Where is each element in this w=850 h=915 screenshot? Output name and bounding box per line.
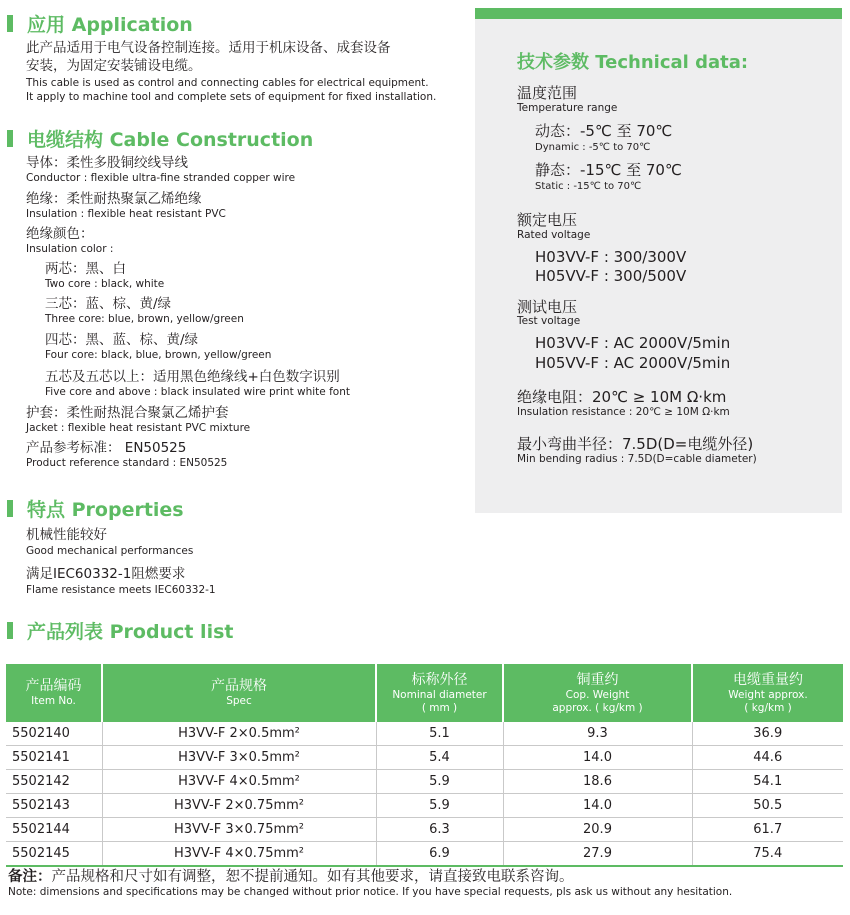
header-spec <box>102 664 376 722</box>
heading-bar <box>7 500 13 517</box>
header-en-unit: approx. ( kg/km ) <box>552 701 643 714</box>
note-cn-text: 产品规格和尺寸如有调整，恕不提前通知。如有其他要求，请直接致电联系咨询。 <box>51 869 574 885</box>
header-item-no <box>6 664 102 722</box>
bending-radius-en: Min bending radius : 7.5D(D=cable diameter) <box>517 453 757 465</box>
dynamic-en: Dynamic : -5℃ to 70℃ <box>535 142 651 153</box>
two-core-en: Two core : black, white <box>45 278 165 290</box>
cell-diameter: 6.9 <box>376 842 503 867</box>
rated-voltage-h05: H05VV-F : 300/500V <box>535 267 687 285</box>
property-2-en: Flame resistance meets IEC60332-1 <box>26 584 216 596</box>
cell-code: 5502145 <box>6 842 102 867</box>
rated-voltage-en: Rated voltage <box>517 229 591 241</box>
cell-spec: H3VV-F 2×0.75mm² <box>102 794 376 818</box>
application-en-line1: This cable is used as control and connecting cables for electrical equipment. <box>26 77 429 89</box>
application-title: 应用 Application <box>27 14 193 36</box>
jacket-cn: 护套：柔性耐热混合聚氯乙烯护套 <box>26 405 229 421</box>
header-cn: 产品规格 <box>211 678 267 694</box>
header-cn: 产品编码 <box>25 678 82 694</box>
rated-voltage-h03: H03VV-F : 300/300V <box>535 248 687 266</box>
properties-title: 特点 Properties <box>27 499 184 521</box>
property-2-cn: 满足IEC60332-1阻燃要求 <box>26 566 186 582</box>
cell-weight: 75.4 <box>692 842 843 867</box>
heading-bar <box>7 622 13 639</box>
cell-copper: 18.6 <box>503 770 692 794</box>
jacket-en: Jacket : flexible heat resistant PVC mixture <box>26 422 251 434</box>
product-list-title: 产品列表 Product list <box>27 621 234 643</box>
note-cn <box>8 868 574 887</box>
cell-spec: H3VV-F 2×0.5mm² <box>102 722 376 746</box>
five-core-en: Five core and above : black insulated wire print white font <box>45 386 350 398</box>
three-core-en: Three core: blue, brown, yellow/green <box>45 313 244 325</box>
header-copper-weight <box>503 664 692 722</box>
cell-diameter: 6.3 <box>376 818 503 842</box>
cell-code: 5502142 <box>6 770 102 794</box>
properties-heading <box>7 495 184 522</box>
header-diameter <box>376 664 503 722</box>
cell-diameter: 5.4 <box>376 746 503 770</box>
cell-weight: 61.7 <box>692 818 843 842</box>
cell-weight: 44.6 <box>692 746 843 770</box>
test-voltage-h03: H03VV-F : AC 2000V/5min <box>535 334 731 352</box>
construction-heading <box>7 125 313 152</box>
cell-copper: 14.0 <box>503 746 692 770</box>
application-en-line2: It apply to machine tool and complete sets of equipment for fixed installation. <box>26 91 437 103</box>
cell-spec: H3VV-F 3×0.5mm² <box>102 746 376 770</box>
header-en-unit: ( mm ) <box>421 701 458 714</box>
product-table <box>6 664 843 867</box>
conductor-en: Conductor : flexible ultra-fine stranded copper wire <box>26 172 296 184</box>
cell-copper: 14.0 <box>503 794 692 818</box>
header-en: Nominal diameter <box>392 688 487 701</box>
three-core-cn: 三芯：蓝、棕、黄/绿 <box>45 296 172 312</box>
property-1-en: Good mechanical performances <box>26 545 194 557</box>
header-cn: 标称外径 <box>411 671 468 688</box>
rated-voltage-cn: 额定电压 <box>517 211 578 229</box>
temp-range-cn: 温度范围 <box>517 84 578 102</box>
test-voltage-cn: 测试电压 <box>517 298 578 316</box>
technical-data-panel <box>475 8 842 513</box>
dynamic-cn: 动态：-5℃ 至 70℃ <box>535 122 673 140</box>
header-cn: 电缆重量约 <box>733 671 803 688</box>
conductor-cn: 导体：柔性多股铜绞线导线 <box>26 155 188 171</box>
test-voltage-en: Test voltage <box>517 315 581 327</box>
header-en: Spec <box>226 695 252 707</box>
product-list-heading <box>7 617 233 644</box>
heading-bar <box>7 130 13 147</box>
insulation-cn: 绝缘：柔性耐热聚氯乙烯绝缘 <box>26 191 202 207</box>
note-en: Note: dimensions and specifications may be changed without prior notice. If you have special requests, pls ask us without any hesitation. <box>8 886 733 898</box>
header-cn: 铜重约 <box>576 671 619 688</box>
property-1-cn: 机械性能较好 <box>26 527 107 543</box>
four-core-en: Four core: black, blue, brown, yellow/green <box>45 349 272 361</box>
table-row <box>6 818 843 842</box>
cell-diameter: 5.1 <box>376 722 503 746</box>
cell-diameter: 5.9 <box>376 794 503 818</box>
static-en: Static : -15℃ to 70℃ <box>535 181 642 192</box>
insulation-color-en: Insulation color : <box>26 243 114 255</box>
standard-cn: 产品参考标准： EN50525 <box>26 440 187 456</box>
cell-diameter: 5.9 <box>376 770 503 794</box>
table-row <box>6 794 843 818</box>
cell-weight: 54.1 <box>692 770 843 794</box>
test-voltage-h05: H05VV-F : AC 2000V/5min <box>535 354 731 372</box>
table-row <box>6 770 843 794</box>
four-core-cn: 四芯：黑、蓝、棕、黄/绿 <box>45 332 199 348</box>
static-cn: 静态：-15℃ 至 70℃ <box>535 161 682 179</box>
cell-code: 5502144 <box>6 818 102 842</box>
temp-range-en: Temperature range <box>517 102 618 114</box>
cell-code: 5502143 <box>6 794 102 818</box>
technical-title: 技术参数 Technical data: <box>517 52 749 73</box>
note-label: 备注： <box>8 869 52 885</box>
cell-weight: 50.5 <box>692 794 843 818</box>
insulation-color-cn: 绝缘颜色： <box>26 226 94 242</box>
header-en: Cop. Weight <box>565 688 630 701</box>
table-row <box>6 722 843 746</box>
cell-spec: H3VV-F 3×0.75mm² <box>102 818 376 842</box>
application-cn-line2: 安装，为固定安装铺设电缆。 <box>26 58 202 74</box>
application-cn-line1: 此产品适用于电气设备控制连接。适用于机床设备、成套设备 <box>26 40 391 56</box>
cell-code: 5502141 <box>6 746 102 770</box>
construction-title: 电缆结构 Cable Construction <box>27 129 314 151</box>
cell-spec: H3VV-F 4×0.5mm² <box>102 770 376 794</box>
two-core-cn: 两芯：黑、白 <box>45 261 126 277</box>
application-heading <box>7 10 193 37</box>
table-row <box>6 746 843 770</box>
header-en-unit: ( kg/km ) <box>744 701 792 714</box>
header-weight <box>692 664 843 722</box>
table-header-row <box>6 664 843 722</box>
cell-code: 5502140 <box>6 722 102 746</box>
insulation-resistance-cn: 绝缘电阻：20℃ ≥ 10M Ω·km <box>517 388 727 406</box>
panel-top-bar <box>475 8 842 19</box>
insulation-resistance-en: Insulation resistance : 20℃ ≥ 10M Ω·km <box>517 406 730 418</box>
standard-en: Product reference standard : EN50525 <box>26 457 228 469</box>
heading-bar <box>7 15 13 32</box>
cell-spec: H3VV-F 4×0.75mm² <box>102 842 376 867</box>
table-row <box>6 842 843 867</box>
cell-copper: 9.3 <box>503 722 692 746</box>
cell-copper: 20.9 <box>503 818 692 842</box>
header-en: Weight approx. <box>728 688 808 701</box>
five-core-cn: 五芯及五芯以上：适用黑色绝缘线+白色数字识别 <box>45 369 340 385</box>
insulation-en: Insulation : flexible heat resistant PVC <box>26 208 226 220</box>
bending-radius-cn: 最小弯曲半径：7.5D(D=电缆外径) <box>517 435 754 453</box>
cell-copper: 27.9 <box>503 842 692 867</box>
cell-weight: 36.9 <box>692 722 843 746</box>
header-en: Item No. <box>31 695 76 707</box>
